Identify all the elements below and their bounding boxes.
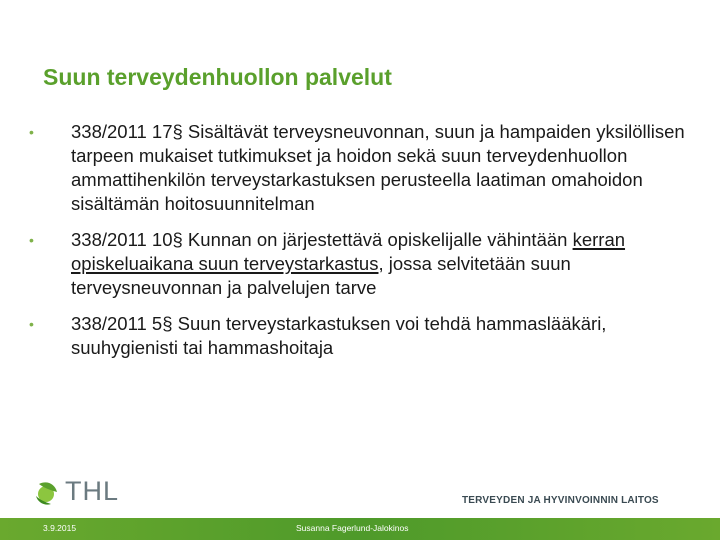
- slide-title: Suun terveydenhuollon palvelut: [43, 64, 392, 90]
- bullet-item: [29, 228, 689, 300]
- bullet-text-underlined: kerran opiskeluaikana suun terveystarkastus: [71, 229, 626, 274]
- footer-author: Susanna Fagerlund-Jalokinos: [296, 523, 409, 533]
- bullet-text-end: , jossa selvitetään suun terveysneuvonnan ja palvelujen tarve: [71, 253, 571, 298]
- bullet-dot-icon: •: [29, 316, 34, 332]
- bullet-dot-icon: •: [29, 124, 34, 140]
- organization-name: TERVEYDEN JA HYVINVOINNIN LAITOS: [462, 495, 659, 506]
- logo-text: THL: [65, 476, 120, 506]
- bullet-text: 338/2011 17§ Sisältävät terveysneuvonnan, suun ja hampaiden yksilöllisen tarpeen mukaiset tutkimukset ja hoidon sekä suun terveydenhuollon ammattihenkilön terveystarkastuksen perusteella laatiman omahoidon sisältämän hoitosuunnitelman: [71, 121, 685, 214]
- bullet-dot-icon: •: [29, 232, 34, 248]
- leaf-icon: [33, 478, 63, 508]
- thl-logo: [33, 476, 120, 510]
- bullet-item: [29, 120, 689, 216]
- footer-date: 3.9.2015: [43, 523, 77, 533]
- bullet-item: [29, 312, 689, 360]
- bullet-text: 338/2011 5§ Suun terveystarkastuksen voi tehdä hammaslääkäri, suuhygienisti tai hammashoitaja: [71, 313, 607, 358]
- bullet-list: [29, 120, 689, 372]
- bullet-text-start: 338/2011 10§ Kunnan on järjestettävä opiskelijalle vähintään: [71, 229, 573, 250]
